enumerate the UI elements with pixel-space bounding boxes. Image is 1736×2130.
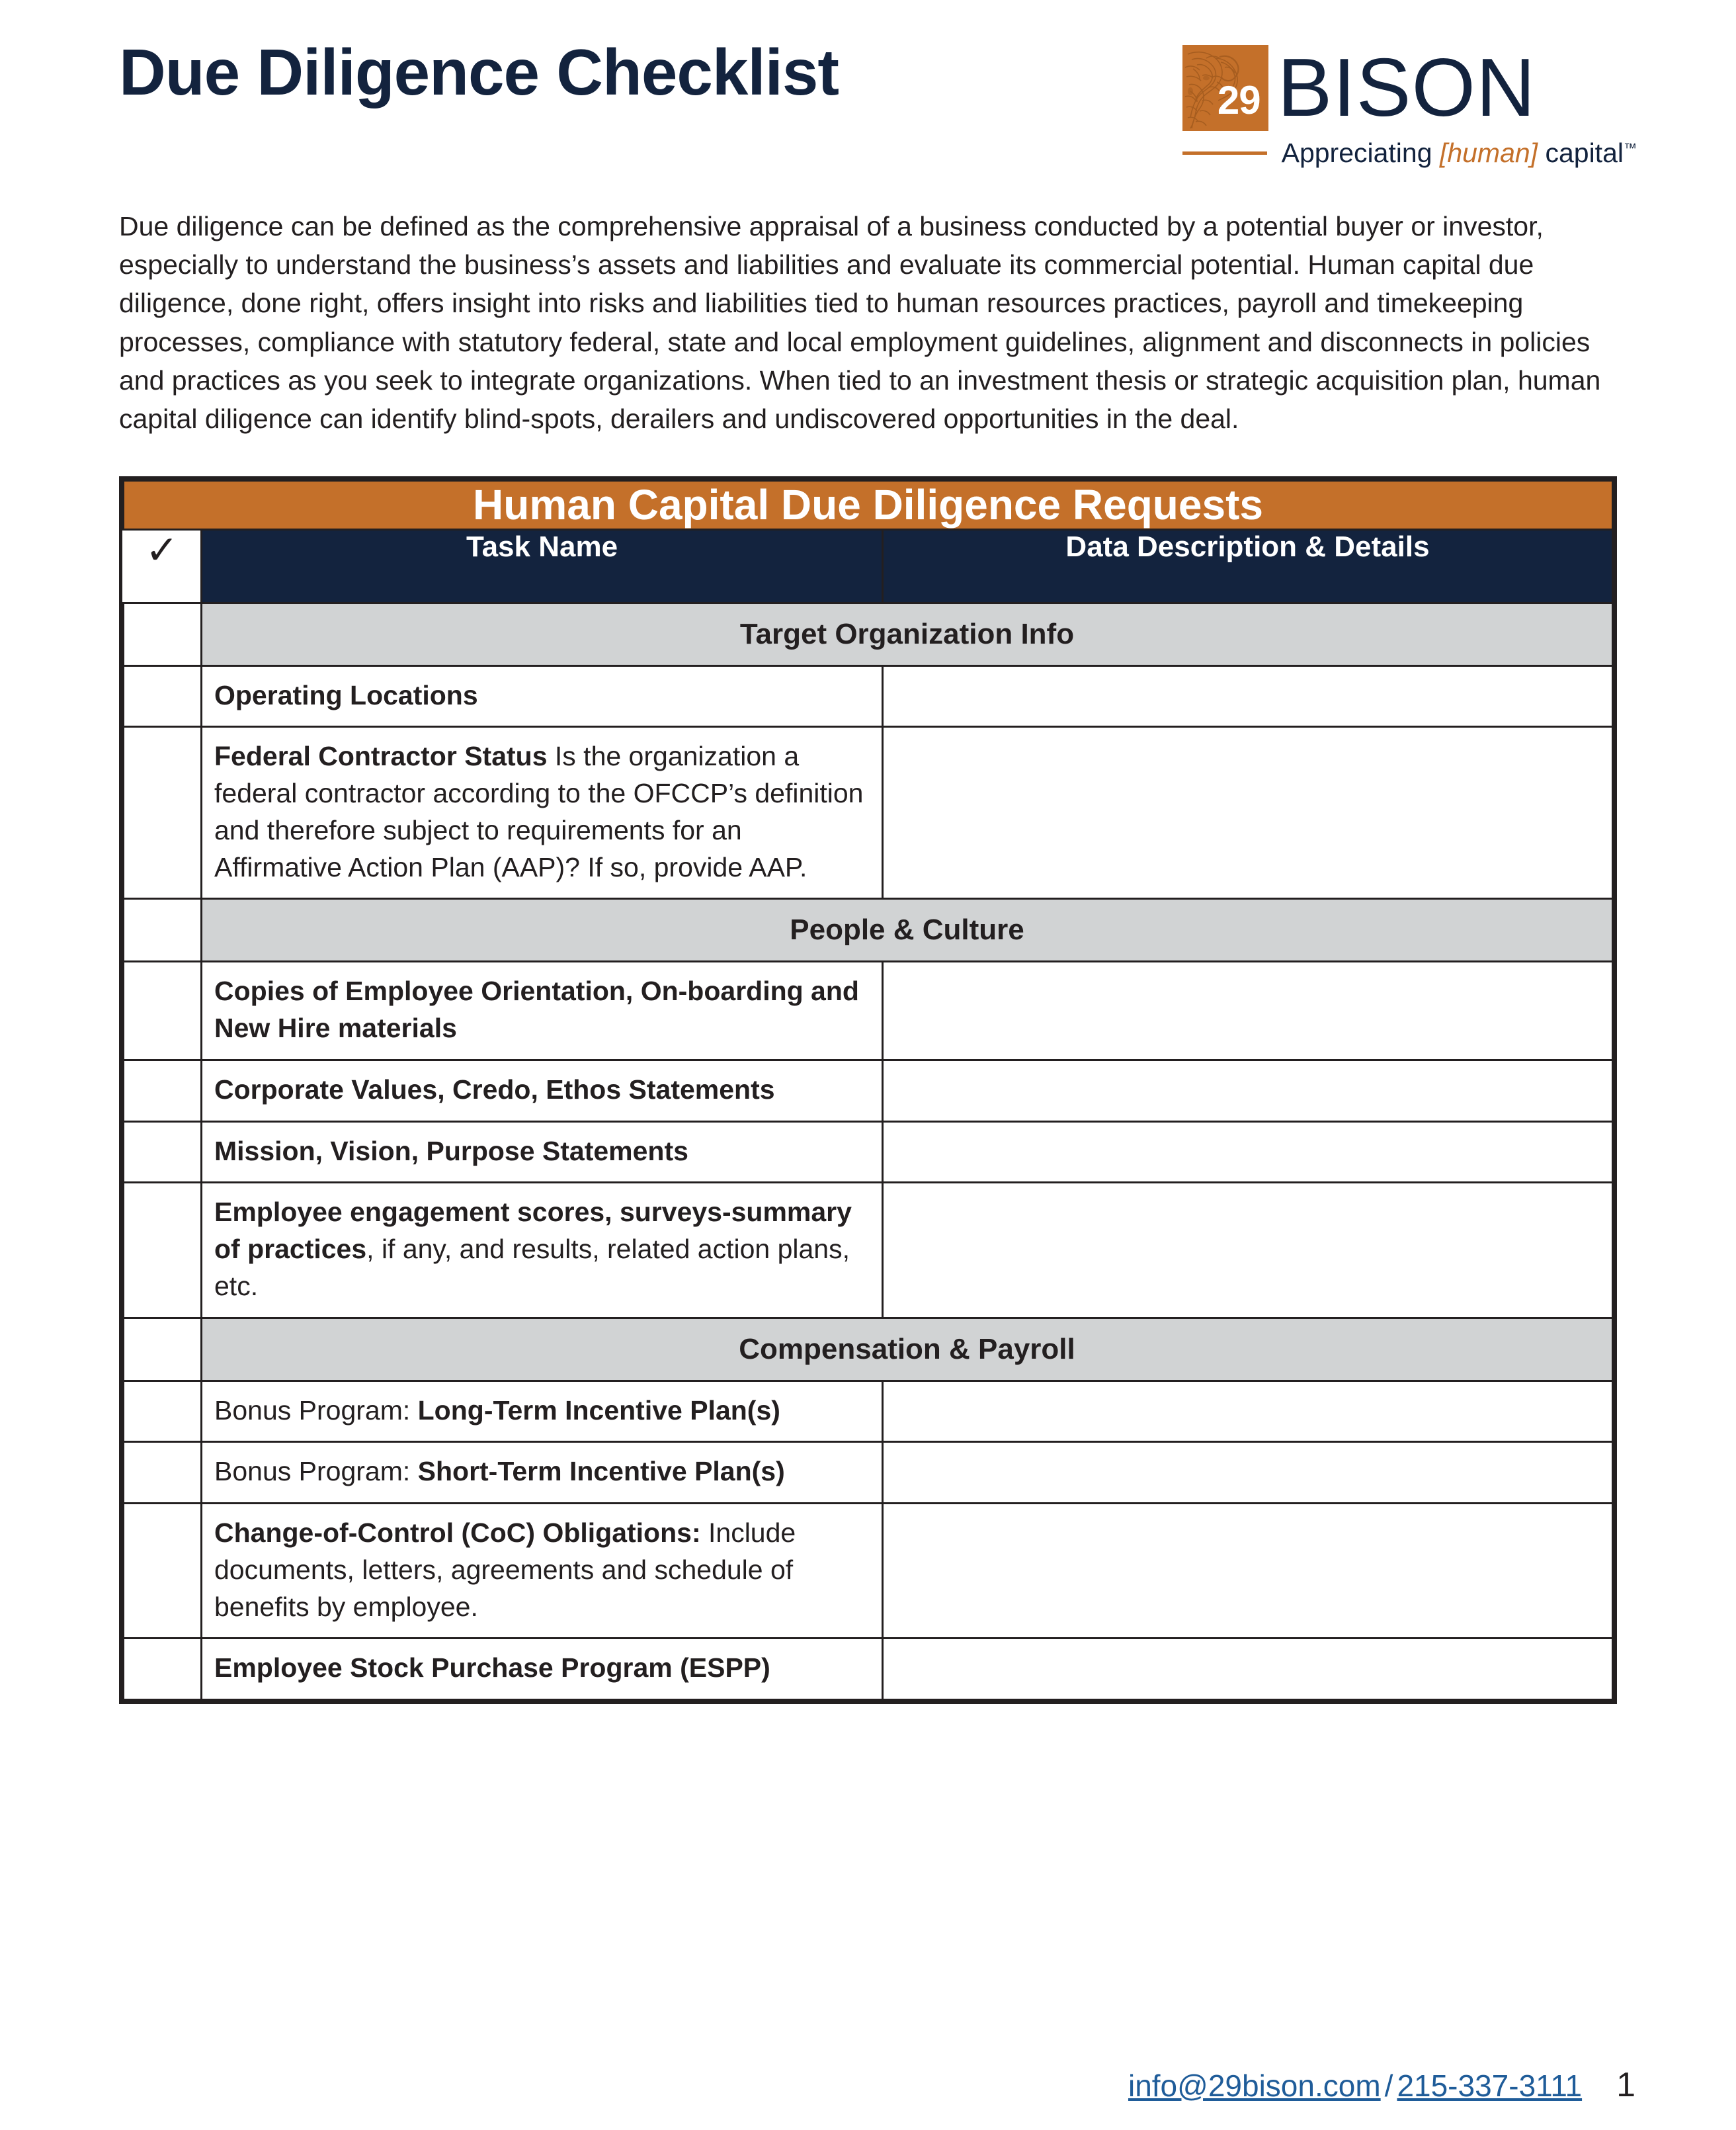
checklist-table <box>122 480 1614 1701</box>
table-banner-title: Human Capital Due Diligence Requests <box>473 481 1263 529</box>
tagline-prefix: Appreciating <box>1281 138 1440 168</box>
page-number: 1 <box>1616 2066 1635 2104</box>
section-header-cell <box>202 1318 1613 1381</box>
table-row <box>124 1121 1613 1183</box>
data-description-cell[interactable] <box>883 1442 1613 1504</box>
header-task-cell <box>202 529 883 603</box>
logo-number: 29 <box>1217 78 1261 122</box>
task-bold-text: Federal Contractor Status <box>214 741 548 772</box>
section-header-row <box>124 1318 1613 1381</box>
logo-main-row <box>1182 42 1536 134</box>
checkbox-cell[interactable] <box>124 962 202 1060</box>
checkbox-cell[interactable] <box>124 899 202 962</box>
logo-rule-divider <box>1182 151 1267 155</box>
section-header-row <box>124 899 1613 962</box>
section-header-label: People & Culture <box>790 914 1024 947</box>
tagline-suffix: capital <box>1538 138 1624 168</box>
task-bold-text: Change-of-Control (CoC) Obligations: <box>214 1517 701 1549</box>
page-footer <box>0 2065 1736 2105</box>
table-header-row <box>124 529 1613 603</box>
table-row <box>124 1639 1613 1700</box>
data-description-cell[interactable] <box>883 665 1613 727</box>
column-header-task: Task Name <box>466 530 618 563</box>
checkbox-cell[interactable] <box>124 603 202 665</box>
task-name-cell <box>202 1442 883 1504</box>
task-name-cell <box>202 1381 883 1442</box>
data-description-cell[interactable] <box>883 727 1613 899</box>
section-header-cell <box>202 899 1613 962</box>
task-bold-text: Operating Locations <box>214 679 478 710</box>
checkbox-cell[interactable] <box>124 727 202 899</box>
checklist-table-wrapper <box>119 476 1617 1704</box>
checkbox-cell[interactable] <box>124 1504 202 1639</box>
page-header <box>0 0 1736 169</box>
data-description-cell[interactable] <box>883 1121 1613 1183</box>
table-row <box>124 962 1613 1060</box>
task-name-cell <box>202 1121 883 1183</box>
task-bold-text: Employee Stock Purchase Program (ESPP) <box>214 1652 770 1683</box>
checkmark-icon: ✓ <box>145 527 179 572</box>
task-prefix-text: Bonus Program: <box>214 1394 418 1426</box>
data-description-cell[interactable] <box>883 1639 1613 1700</box>
brand-logo <box>1182 26 1637 169</box>
bison-icon <box>1182 45 1268 131</box>
task-name-cell <box>202 962 883 1060</box>
column-header-data: Data Description & Details <box>1065 530 1430 563</box>
checkbox-cell[interactable] <box>124 1183 202 1318</box>
task-name-cell <box>202 1060 883 1121</box>
data-description-cell[interactable] <box>883 1060 1613 1121</box>
task-bold-text: Mission, Vision, Purpose Statements <box>214 1135 688 1166</box>
table-row <box>124 727 1613 899</box>
checkbox-cell[interactable] <box>124 1442 202 1504</box>
task-detail-text: Include documents, letters, agreements and schedule of benefits by employee. <box>214 1517 796 1622</box>
checkbox-cell[interactable] <box>124 1381 202 1442</box>
data-description-cell[interactable] <box>883 1183 1613 1318</box>
intro-paragraph: Due diligence can be defined as the comprehensive appraisal of a business conducted by a potential buyer or investor, especially to understand the business’s assets and liabilities and evaluate its commercial potential. Human capital due diligence, done right, offers insight into risks and liabilities tied to human resources practices, payroll and timekeeping processes, compliance with statutory federal, state and local employment guidelines, alignment and disconnects in policies and practices as you seek to integrate organizations. When tied to an investment thesis or strategic acquisition plan, human capital diligence can identify blind-spots, derailers and undiscovered opportunities in the deal. <box>119 211 1601 435</box>
task-bold-text: Copies of Employee Orientation, On-boarding and New Hire materials <box>214 976 859 1044</box>
table-row <box>124 665 1613 727</box>
email-link[interactable]: info@29bison.com <box>1128 2068 1381 2103</box>
task-name-cell <box>202 1504 883 1639</box>
logo-wordmark: BISON <box>1277 42 1536 134</box>
task-bold-text: Short-Term Incentive Plan(s) <box>417 1456 785 1487</box>
table-row <box>124 1183 1613 1318</box>
task-name-cell <box>202 727 883 899</box>
task-bold-text: Corporate Values, Credo, Ethos Statements <box>214 1074 775 1105</box>
header-data-cell <box>883 529 1613 603</box>
page-title: Due Diligence Checklist <box>119 36 839 108</box>
data-description-cell[interactable] <box>883 962 1613 1060</box>
logo-tagline <box>1282 138 1637 169</box>
data-description-cell[interactable] <box>883 1504 1613 1639</box>
task-detail-text: Is the organization a federal contractor according to the OFCCP’s definition and therefore subject to requirements for an Affirmative Action Plan (AAP)? If so, provide AAP. <box>214 741 864 882</box>
header-check-cell <box>124 529 202 603</box>
checkbox-cell[interactable] <box>124 1639 202 1700</box>
section-header-label: Target Organization Info <box>739 617 1075 650</box>
task-name-cell <box>202 1639 883 1700</box>
checkbox-cell[interactable] <box>124 1318 202 1381</box>
table-row <box>124 1381 1613 1442</box>
task-detail-text: , if any, and results, related action plans, etc. <box>214 1234 850 1301</box>
table-row <box>124 1504 1613 1639</box>
logo-tagline-row <box>1182 138 1637 169</box>
footer-separator: / <box>1384 2068 1393 2103</box>
section-header-row <box>124 603 1613 665</box>
checkbox-cell[interactable] <box>124 1121 202 1183</box>
footer-contact <box>1128 2068 1582 2104</box>
table-row <box>124 1442 1613 1504</box>
table-row <box>124 1060 1613 1121</box>
checkbox-cell[interactable] <box>124 665 202 727</box>
task-bold-text: Long-Term Incentive Plan(s) <box>417 1394 780 1426</box>
table-banner-cell <box>124 481 1613 529</box>
checkbox-cell[interactable] <box>124 1060 202 1121</box>
task-bold-text: Employee engagement scores, surveys-summary of practices <box>214 1197 852 1265</box>
task-name-cell <box>202 1183 883 1318</box>
data-description-cell[interactable] <box>883 1381 1613 1442</box>
task-name-cell <box>202 665 883 727</box>
table-banner-row <box>124 481 1613 529</box>
section-header-cell <box>202 603 1613 665</box>
phone-link[interactable]: 215-337-3111 <box>1397 2068 1583 2103</box>
trademark-symbol: ™ <box>1624 141 1637 156</box>
tagline-human: [human] <box>1439 138 1538 168</box>
task-prefix-text: Bonus Program: <box>214 1456 418 1487</box>
section-header-label: Compensation & Payroll <box>739 1332 1075 1365</box>
